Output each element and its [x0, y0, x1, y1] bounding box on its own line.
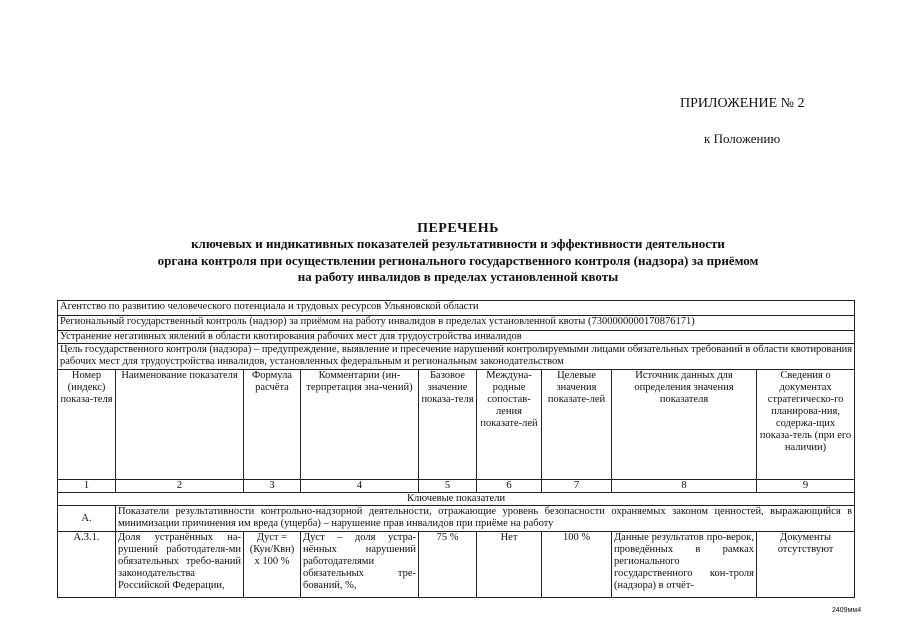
col-number: 8	[612, 480, 757, 493]
document-title: ПЕРЕЧЕНЬ	[417, 221, 499, 236]
header-comments: Комментарии (ин-терпретация зна-чений)	[301, 370, 419, 480]
appendix-subtitle: к Положению	[704, 131, 781, 146]
row-base-value: 75 %	[419, 532, 477, 598]
col-number: 2	[116, 480, 244, 493]
document-subtitle-line-2: органа контроля при осуществлении регионального государственного контроля (надзора) за приёмом	[157, 253, 759, 268]
col-number: 5	[419, 480, 477, 493]
row-target: 100 %	[542, 532, 612, 598]
appendix-title: ПРИЛОЖЕНИЕ № 2	[680, 96, 805, 111]
row-formula: Дуст = (Кун/Квн) х 100 %	[244, 532, 301, 598]
col-number: 9	[757, 480, 855, 493]
row-index: А.3.1.	[58, 532, 116, 598]
header-name: Наименование показателя	[116, 370, 244, 480]
header-international: Междуна-родные сопостав-ления показате-лей	[477, 370, 542, 480]
col-number: 4	[301, 480, 419, 493]
document-subtitle-line-1: ключевых и индикативных показателей результативности и эффективности деятельности	[191, 236, 725, 251]
document-subtitle-line-3: на работу инвалидов в пределах установленной квоты	[297, 269, 619, 284]
row-documents: Документы отсутствуют	[757, 532, 855, 598]
col-number: 6	[477, 480, 542, 493]
problem-row: Устранение негативных явлений в области квотирования рабочих мест для трудоустройства инвалидов	[58, 331, 855, 344]
header-index: Номер (индекс) показа-теля	[58, 370, 116, 480]
group-text: Показатели результативности контрольно-надзорной деятельности, отражающие уровень безопасности охраняемых законом ценностей, выражающийся в минимизации причинения им вреда (ущерба) – нарушение прав инвалидов при приёме на работу	[116, 506, 855, 532]
col-number: 3	[244, 480, 301, 493]
row-source: Данные результатов про-верок, проведённых в рамках регионального государственного кон-троля (надзора) в отчёт-	[612, 532, 757, 598]
header-source: Источник данных для определения значения показателя	[612, 370, 757, 480]
header-documents: Сведения о документах стратегическо-го планирова-ния, содержа-щих показа-тель (при его наличии)	[757, 370, 855, 480]
agency-row: Агентство по развитию человеческого потенциала и трудовых ресурсов Ульяновской области	[58, 301, 855, 316]
col-number: 7	[542, 480, 612, 493]
section-title: Ключевые показатели	[58, 493, 855, 506]
header-target: Целевые значения показате-лей	[542, 370, 612, 480]
control-type-row: Региональный государственный контроль (надзор) за приёмом на работу инвалидов в пределах установленной квоты (7300000000170876171)	[58, 316, 855, 331]
row-name: Доля устранённых на-рушений работодателя-ми обязательных требо-ваний законодательства Российской Федерации,	[116, 532, 244, 598]
indicators-table	[57, 300, 855, 598]
row-international: Нет	[477, 532, 542, 598]
header-base-value: Базовое значение показа-теля	[419, 370, 477, 480]
group-index: А.	[58, 506, 116, 532]
goal-row: Цель государственного контроля (надзора) – предупреждение, выявление и пресечение нарушений контролируемыми лицами обязательных требований в области квотирования рабочих мест для трудоустройства инвалидов, установленных федеральным и региональным законодательством	[58, 344, 855, 370]
row-comment: Дуст – доля устра-нённых нарушений работодателями обязательных тре-бований, %,	[301, 532, 419, 598]
header-formula: Формула расчёта	[244, 370, 301, 480]
page-code: 2409мм4	[832, 607, 862, 614]
col-number: 1	[58, 480, 116, 493]
